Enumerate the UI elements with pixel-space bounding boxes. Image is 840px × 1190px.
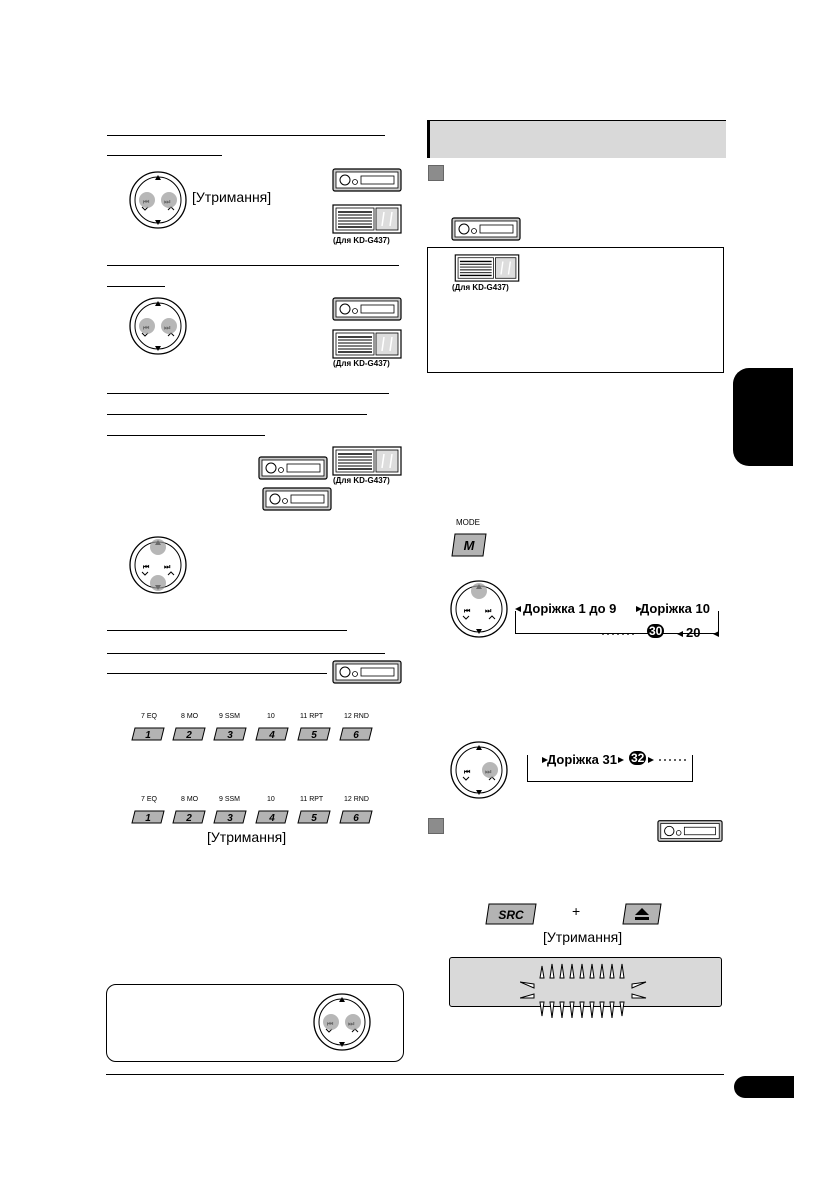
preset-button-2[interactable]	[172, 727, 206, 741]
kd-note: (Для KD-G437)	[333, 359, 390, 368]
preset-label: 11 RPT	[300, 796, 324, 803]
track-label: 20	[686, 625, 701, 640]
head-unit-icon	[451, 217, 521, 241]
language-tab	[733, 368, 793, 466]
mode-button[interactable]	[451, 533, 487, 557]
eject-button[interactable]	[622, 903, 662, 925]
footer-rule	[106, 1074, 724, 1075]
preset-button-4[interactable]	[255, 810, 289, 824]
plus-sign: +	[572, 903, 581, 919]
svg-text:M: M	[463, 538, 475, 553]
svg-text:5: 5	[311, 813, 317, 824]
control-dial[interactable]	[128, 296, 188, 356]
section-header-bar	[427, 120, 726, 158]
kd-note: (Для KD-G437)	[333, 476, 390, 485]
svg-text:2: 2	[186, 730, 192, 741]
head-unit-kd-icon	[332, 204, 402, 234]
control-dial[interactable]	[128, 535, 188, 595]
svg-text:4: 4	[269, 730, 275, 741]
hold-label: [Утримання]	[192, 189, 272, 205]
mode-label: MODE	[456, 518, 480, 527]
hold-label: [Утримання]	[543, 929, 623, 945]
head-unit-icon	[262, 487, 332, 511]
head-unit-kd-icon	[332, 329, 402, 359]
control-dial[interactable]	[449, 579, 509, 639]
step-marker	[428, 818, 444, 834]
svg-text:SRC: SRC	[498, 908, 524, 922]
head-unit-icon	[258, 456, 328, 480]
svg-text:2: 2	[186, 813, 192, 824]
preset-label: 7 EQ	[141, 713, 157, 720]
head-unit-icon	[332, 297, 402, 321]
svg-text:1: 1	[145, 813, 151, 824]
section-rule	[107, 414, 367, 415]
track-label: Доріжка 1 до 9	[523, 601, 617, 616]
svg-text:3: 3	[227, 730, 233, 741]
section-rule	[107, 653, 385, 654]
preset-label: 9 SSM	[219, 796, 241, 803]
kd-note: (Для KD-G437)	[333, 236, 390, 245]
section-rule	[107, 673, 327, 674]
svg-text:1: 1	[145, 730, 151, 741]
src-button[interactable]	[485, 903, 537, 925]
preset-label: 12 RND	[344, 796, 369, 803]
head-unit-kd-icon	[332, 446, 402, 476]
preset-label: 12 RND	[344, 713, 369, 720]
preset-label: 8 MO	[181, 713, 199, 720]
track-badge: 32	[631, 751, 645, 765]
preset-button-2[interactable]	[172, 810, 206, 824]
head-unit-kd-icon	[452, 254, 522, 282]
preset-button-4[interactable]	[255, 727, 289, 741]
preset-label: 10	[267, 713, 275, 720]
section-rule	[107, 135, 385, 136]
section-rule	[107, 393, 389, 394]
preset-button-5[interactable]	[297, 727, 331, 741]
track-badge: 30	[649, 624, 663, 638]
kd-note: (Для KD-G437)	[452, 283, 509, 292]
control-dial[interactable]	[312, 992, 372, 1052]
section-rule	[107, 630, 347, 631]
step-marker	[428, 165, 444, 181]
head-unit-icon	[332, 168, 402, 192]
control-dial[interactable]	[449, 740, 509, 800]
svg-text:4: 4	[269, 813, 275, 824]
preset-button-6[interactable]	[339, 810, 373, 824]
svg-text:3: 3	[227, 813, 233, 824]
preset-button-3[interactable]	[213, 810, 247, 824]
svg-text:6: 6	[353, 813, 359, 824]
track-label: Доріжка 31	[547, 752, 617, 767]
svg-text:5: 5	[311, 730, 317, 741]
preset-label: 11 RPT	[300, 713, 324, 720]
flashing-indicator	[520, 958, 650, 1020]
preset-label: 7 EQ	[141, 796, 157, 803]
preset-label: 10	[267, 796, 275, 803]
track-label: Доріжка 10	[640, 601, 710, 616]
section-rule	[107, 265, 399, 266]
preset-button-3[interactable]	[213, 727, 247, 741]
head-unit-icon	[332, 660, 402, 684]
preset-button-1[interactable]	[131, 727, 165, 741]
svg-text:6: 6	[353, 730, 359, 741]
preset-button-1[interactable]	[131, 810, 165, 824]
hold-label: [Утримання]	[207, 829, 287, 845]
control-dial[interactable]	[128, 170, 188, 230]
section-rule	[107, 435, 265, 436]
page-number-tab	[734, 1076, 794, 1098]
preset-label: 8 MO	[181, 796, 199, 803]
preset-button-6[interactable]	[339, 727, 373, 741]
head-unit-icon	[657, 819, 723, 843]
section-rule	[107, 155, 222, 156]
preset-button-5[interactable]	[297, 810, 331, 824]
section-rule	[107, 286, 165, 287]
preset-label: 9 SSM	[219, 713, 241, 720]
